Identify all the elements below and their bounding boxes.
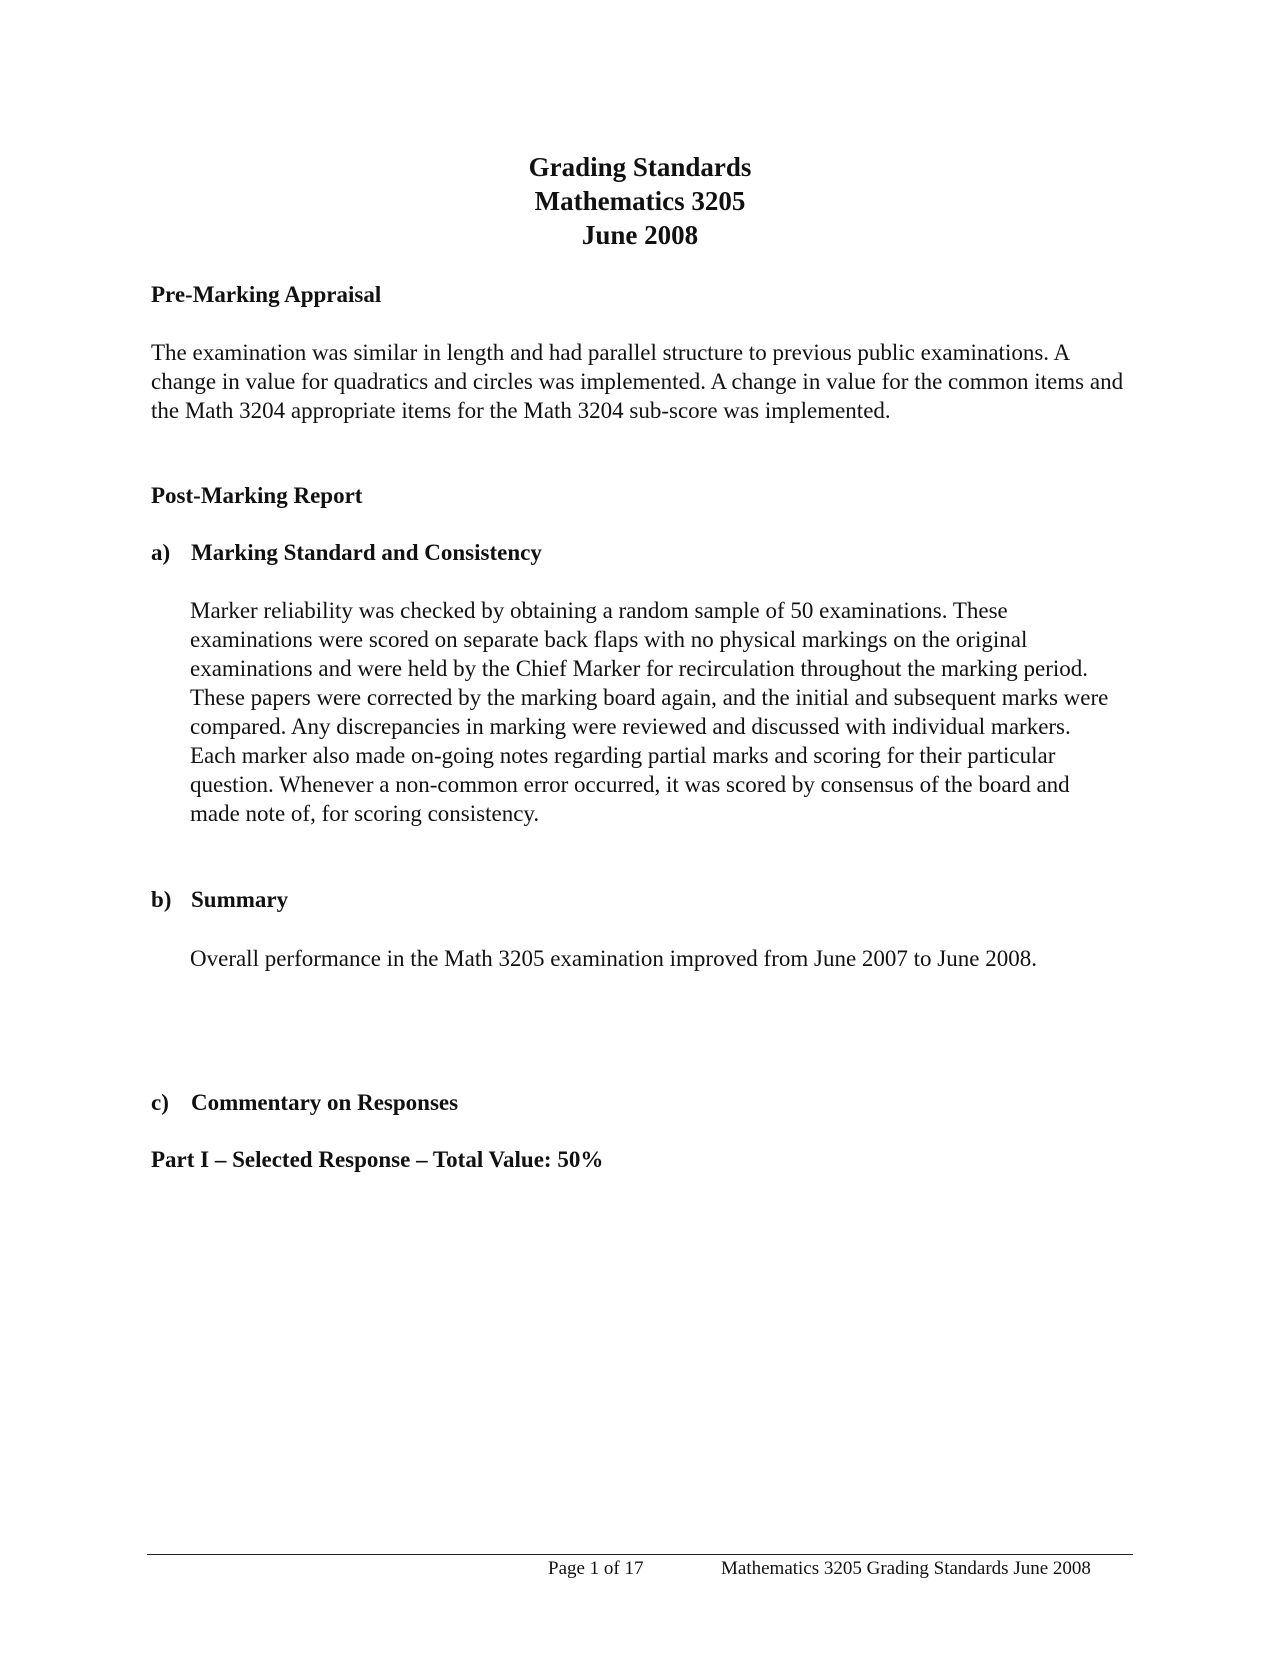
section-c-marker: c) [151,1090,169,1115]
section-b-heading [151,886,288,914]
part-one-heading: Part I – Selected Response – Total Value: 50% [151,1147,604,1172]
document-title [0,150,1280,252]
section-b-marker: b) [151,887,172,912]
section-b-paragraph: Overall performance in the Math 3205 examination improved from June 2007 to June 2008. [190,946,1037,971]
title-line-3: June 2008 [581,220,699,250]
footer-document-title: Mathematics 3205 Grading Standards June 2008 [721,1558,1091,1579]
section-c-heading [151,1089,458,1117]
section-a-paragraph: Marker reliability was checked by obtaining a random sample of 50 examinations. These examinations were scored on separate back flaps with no physical markings on the original examinations and were held by the Chief Marker for recirculation throughout the marking period. These papers were corrected by the marking board again, and the initial and subsequent marks were compared. Any discrepancies in marking were reviewed and discussed with individual markers. Each marker also made on-going notes regarding partial marks and scoring for their particular question. Whenever a non-common error occurred, it was scored by consensus of the board and made note of, for scoring consistency. [190,598,1109,826]
footer-divider [147,1554,1133,1555]
section-a-title: Marking Standard and Consistency [191,540,542,565]
post-marking-heading: Post-Marking Report [151,483,363,508]
title-line-2: Mathematics 3205 [534,186,746,216]
footer-page-number: Page 1 of 17 [548,1558,644,1579]
section-a-marker: a) [151,540,171,565]
pre-marking-paragraph: The examination was similar in length and had parallel structure to previous public examinations. A change in value for quadratics and circles was implemented. A change in value for the common items and the Math 3204 appropriate items for the Math 3204 sub-score was implemented. [151,340,1124,423]
section-a-heading [151,539,542,567]
section-c-title: Commentary on Responses [191,1090,459,1115]
title-line-1: Grading Standards [528,152,752,182]
section-b-title: Summary [191,887,289,912]
pre-marking-heading: Pre-Marking Appraisal [151,282,382,307]
